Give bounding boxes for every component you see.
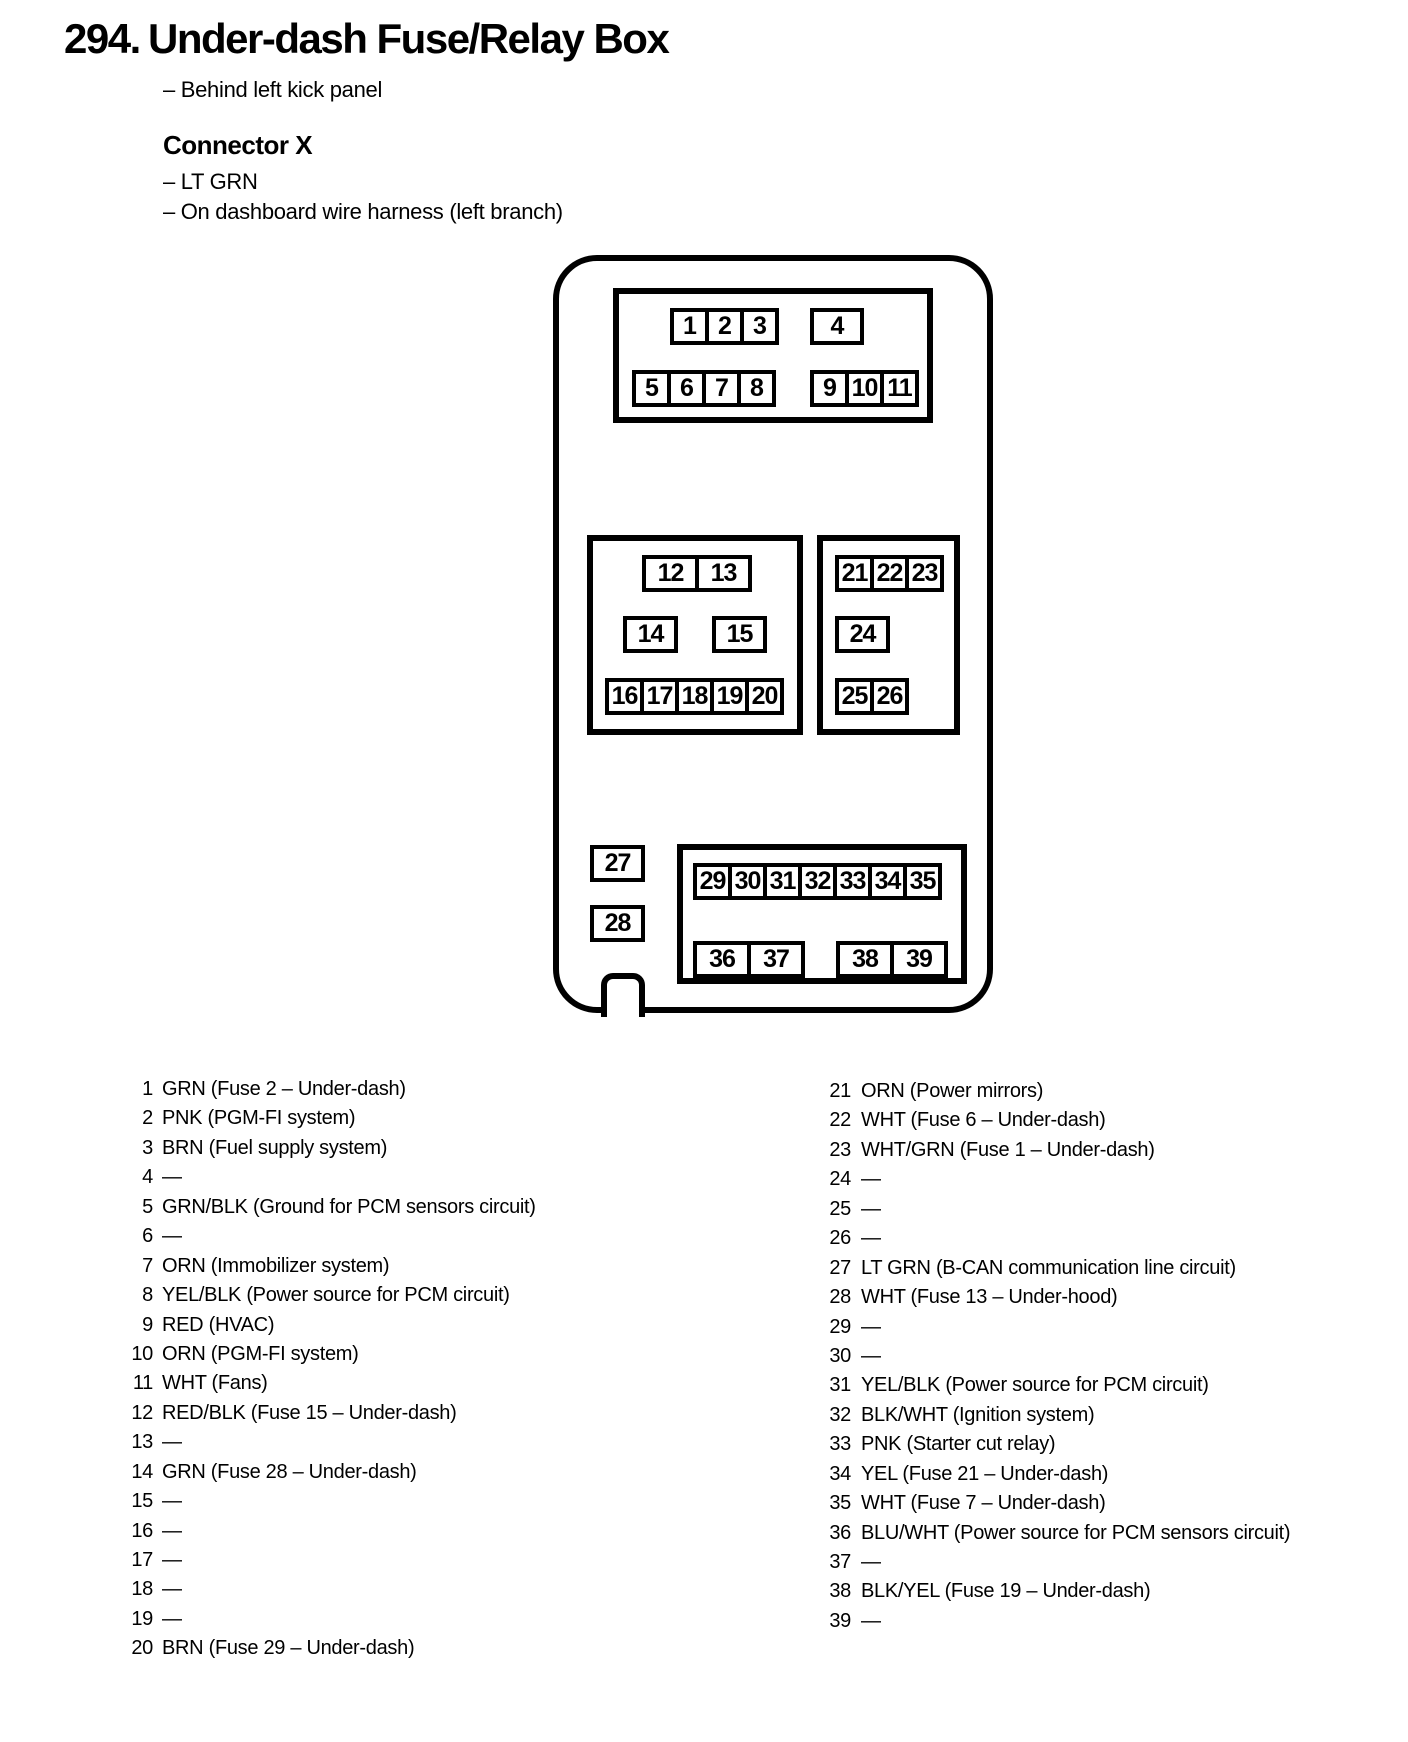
legend-pin-number: 29: [829, 1315, 851, 1338]
pin-row-38-39: [836, 941, 948, 978]
legend-row-30: [818, 1342, 1290, 1371]
pin-group-top: [613, 288, 933, 423]
legend-pin-number: 8: [142, 1284, 153, 1307]
legend-pin-description: GRN (Fuse 28 – Under-dash): [162, 1460, 417, 1483]
legend-pin-number: 16: [131, 1519, 153, 1542]
legend-row-9: [120, 1311, 536, 1340]
legend-row-10: [120, 1340, 536, 1369]
pin-row-21-23: [835, 555, 944, 592]
pin-cell-2: 2: [705, 308, 744, 345]
legend-row-37: [818, 1548, 1290, 1577]
legend-pin-number: 31: [829, 1374, 851, 1397]
legend-row-23: [818, 1136, 1290, 1165]
legend-pin-description: —: [162, 1578, 182, 1601]
legend-pin-number: 9: [142, 1313, 153, 1336]
legend-row-7: [120, 1252, 536, 1281]
pin-cell-8: 8: [737, 370, 776, 407]
legend-pin-description: ORN (Power mirrors): [861, 1080, 1044, 1102]
legend-row-39: [818, 1607, 1290, 1636]
legend-pin-description: —: [861, 1168, 881, 1191]
legend-pin-number: 32: [829, 1403, 851, 1426]
legend-pin-description: BLU/WHT (Power source for PCM sensors circuit): [861, 1521, 1291, 1544]
legend-pin-description: —: [162, 1549, 182, 1571]
pin-cell-27: 27: [590, 845, 645, 882]
legend-pin-description: —: [861, 1551, 881, 1573]
legend-pin-description: —: [861, 1609, 881, 1632]
legend-pin-number: 24: [829, 1168, 851, 1191]
legend-row-14: [120, 1458, 536, 1487]
legend-pin-number: 35: [829, 1492, 851, 1515]
legend-row-5: [120, 1193, 536, 1222]
legend-pin-description: —: [162, 1225, 182, 1248]
page-title: Under-dash Fuse/Relay Box: [148, 15, 669, 62]
legend-pin-number: 1: [142, 1078, 153, 1100]
legend-pin-number: 6: [142, 1225, 153, 1248]
pin-row-25-26: [835, 678, 909, 715]
legend-pin-description: YEL/BLK (Power source for PCM circuit): [162, 1284, 510, 1307]
pin-cell-3: 3: [740, 308, 779, 345]
legend-pin-description: —: [861, 1344, 881, 1367]
legend-pin-number: 18: [131, 1578, 153, 1601]
pin-row-16-20: [605, 678, 784, 715]
legend-row-29: [818, 1313, 1290, 1342]
legend-pin-description: YEL (Fuse 21 – Under-dash): [861, 1462, 1109, 1485]
pin-cell-38: 38: [836, 941, 894, 978]
legend-row-15: [120, 1487, 536, 1516]
legend-row-17: [120, 1546, 536, 1575]
legend-pin-description: RED/BLK (Fuse 15 – Under-dash): [162, 1401, 457, 1424]
legend-pin-description: BLK/YEL (Fuse 19 – Under-dash): [861, 1580, 1151, 1603]
pin-cell-5: 5: [632, 370, 671, 407]
legend-pin-description: —: [162, 1607, 182, 1630]
legend-pin-description: ORN (Immobilizer system): [162, 1254, 390, 1277]
legend-pin-description: GRN (Fuse 2 – Under-dash): [162, 1078, 406, 1100]
legend-pin-description: PNK (PGM-FI system): [162, 1107, 356, 1130]
pin-cell-34: 34: [868, 863, 907, 900]
pin-row-4: [810, 308, 864, 345]
legend-row-34: [818, 1460, 1290, 1489]
legend-column-right: [818, 1077, 1290, 1636]
pin-cell-21: 21: [835, 555, 874, 592]
legend-row-26: [818, 1224, 1290, 1253]
legend-pin-number: 10: [131, 1342, 153, 1365]
legend-row-31: [818, 1371, 1290, 1400]
pin-row-12-13: [642, 555, 752, 592]
legend-pin-description: ORN (PGM-FI system): [162, 1342, 359, 1365]
legend-pin-number: 5: [142, 1195, 153, 1218]
legend-pin-number: 22: [829, 1109, 851, 1132]
pin-cell-16: 16: [605, 678, 644, 715]
legend-column-left: [120, 1075, 536, 1664]
legend-row-13: [120, 1428, 536, 1457]
pin-cell-6: 6: [667, 370, 706, 407]
legend-row-2: [120, 1104, 536, 1133]
legend-pin-number: 4: [142, 1166, 153, 1189]
legend-row-36: [818, 1519, 1290, 1548]
pin-cell-1: 1: [670, 308, 709, 345]
legend-row-25: [818, 1195, 1290, 1224]
section-number: 294.: [64, 15, 140, 62]
pin-cell-36: 36: [693, 941, 751, 978]
connector-note-harness: – On dashboard wire harness (left branch): [163, 199, 563, 224]
legend-pin-description: WHT (Fuse 13 – Under-hood): [861, 1286, 1118, 1309]
legend-pin-number: 14: [131, 1460, 153, 1483]
legend-pin-description: BRN (Fuel supply system): [162, 1136, 388, 1159]
legend-row-3: [120, 1134, 536, 1163]
pin-row-1-3: [670, 308, 779, 345]
legend-pin-number: 21: [829, 1080, 851, 1102]
legend-row-18: [120, 1575, 536, 1604]
legend-row-20: [120, 1634, 536, 1663]
pin-row-29-35: [693, 863, 942, 900]
legend-row-19: [120, 1605, 536, 1634]
legend-row-6: [120, 1222, 536, 1251]
legend-pin-description: —: [861, 1197, 881, 1220]
pin-cell-18: 18: [675, 678, 714, 715]
pin-row-28: [590, 905, 645, 942]
legend-row-32: [818, 1401, 1290, 1430]
pin-cell-33: 33: [833, 863, 872, 900]
legend-pin-number: 23: [829, 1138, 851, 1161]
legend-pin-description: WHT (Fans): [162, 1372, 268, 1395]
pin-row-15: [712, 616, 767, 653]
legend-pin-description: —: [162, 1166, 182, 1189]
pin-row-14: [623, 616, 678, 653]
legend-row-22: [818, 1106, 1290, 1135]
legend-pin-description: PNK (Starter cut relay): [861, 1433, 1056, 1456]
pin-row-5-8: [632, 370, 776, 407]
pin-cell-24: 24: [835, 616, 890, 653]
connector-note-color: – LT GRN: [163, 169, 258, 194]
legend-row-33: [818, 1430, 1290, 1459]
legend-pin-number: 13: [131, 1431, 153, 1454]
legend-pin-description: —: [861, 1315, 881, 1338]
pin-cell-4: 4: [810, 308, 864, 345]
pin-cell-22: 22: [870, 555, 909, 592]
legend-pin-description: GRN/BLK (Ground for PCM sensors circuit): [162, 1195, 536, 1218]
pin-group-mid-right: [817, 535, 960, 735]
legend-pin-description: YEL/BLK (Power source for PCM circuit): [861, 1374, 1209, 1397]
legend-row-28: [818, 1283, 1290, 1312]
legend-pin-number: 39: [829, 1609, 851, 1632]
legend-pin-number: 20: [131, 1637, 153, 1660]
pin-cell-28: 28: [590, 905, 645, 942]
location-note: – Behind left kick panel: [163, 77, 383, 102]
legend-row-24: [818, 1165, 1290, 1194]
legend-pin-description: BRN (Fuse 29 – Under-dash): [162, 1637, 415, 1660]
pin-cell-30: 30: [728, 863, 767, 900]
legend-pin-number: 37: [829, 1551, 851, 1573]
legend-pin-number: 34: [829, 1462, 851, 1485]
legend-pin-number: 28: [829, 1286, 851, 1309]
pin-cell-32: 32: [798, 863, 837, 900]
legend-pin-description: —: [162, 1490, 182, 1513]
legend-row-11: [120, 1369, 536, 1398]
legend-pin-description: —: [162, 1519, 182, 1542]
legend-pin-description: WHT (Fuse 6 – Under-dash): [861, 1109, 1106, 1132]
legend-pin-number: 17: [131, 1549, 153, 1571]
pin-cell-12: 12: [642, 555, 699, 592]
legend-row-35: [818, 1489, 1290, 1518]
pin-cell-19: 19: [710, 678, 749, 715]
pin-cell-9: 9: [810, 370, 849, 407]
pin-row-24: [835, 616, 890, 653]
legend-pin-number: 19: [131, 1607, 153, 1630]
pin-group-bottom: [677, 844, 967, 984]
pin-cell-29: 29: [693, 863, 732, 900]
pin-row-36-37: [693, 941, 805, 978]
pin-cell-26: 26: [870, 678, 909, 715]
pin-cell-25: 25: [835, 678, 874, 715]
legend-pin-number: 33: [829, 1433, 851, 1456]
pin-group-mid-left: [587, 535, 803, 735]
legend-pin-description: —: [861, 1227, 881, 1250]
legend-pin-number: 7: [142, 1254, 153, 1277]
pin-cell-10: 10: [845, 370, 884, 407]
pin-row-27: [590, 845, 645, 882]
pin-cell-15: 15: [712, 616, 767, 653]
legend-row-38: [818, 1577, 1290, 1606]
legend-pin-description: LT GRN (B-CAN communication line circuit): [861, 1256, 1236, 1279]
legend-pin-number: 36: [829, 1521, 851, 1544]
pin-cell-20: 20: [745, 678, 784, 715]
legend-pin-number: 3: [142, 1136, 153, 1159]
legend-pin-description: BLK/WHT (Ignition system): [861, 1403, 1095, 1426]
legend-row-21: [818, 1077, 1290, 1106]
connector-key-notch: [601, 973, 645, 1017]
legend-row-8: [120, 1281, 536, 1310]
pin-cell-11: 11: [880, 370, 919, 407]
pin-cell-39: 39: [890, 941, 948, 978]
pin-row-9-11: [810, 370, 919, 407]
legend-pin-description: RED (HVAC): [162, 1313, 275, 1336]
legend-pin-description: —: [162, 1431, 182, 1454]
legend-pin-number: 11: [132, 1372, 153, 1395]
legend-row-4: [120, 1163, 536, 1192]
legend-pin-number: 2: [142, 1107, 153, 1130]
legend-row-16: [120, 1517, 536, 1546]
connector-outline: [553, 255, 993, 1013]
legend-row-1: [120, 1075, 536, 1104]
legend-pin-number: 30: [829, 1344, 851, 1367]
pin-cell-31: 31: [763, 863, 802, 900]
legend-pin-number: 12: [131, 1401, 153, 1424]
legend-pin-number: 27: [829, 1256, 851, 1279]
legend-pin-description: WHT/GRN (Fuse 1 – Under-dash): [861, 1138, 1155, 1161]
legend-pin-number: 15: [131, 1490, 153, 1513]
pin-cell-17: 17: [640, 678, 679, 715]
pin-cell-13: 13: [695, 555, 752, 592]
pin-cell-14: 14: [623, 616, 678, 653]
pin-cell-35: 35: [903, 863, 942, 900]
legend-row-12: [120, 1399, 536, 1428]
pin-cell-7: 7: [702, 370, 741, 407]
legend-row-27: [818, 1254, 1290, 1283]
legend-pin-number: 38: [829, 1580, 851, 1603]
connector-heading: Connector X: [163, 130, 313, 160]
legend-pin-number: 25: [829, 1197, 851, 1220]
pin-cell-23: 23: [905, 555, 944, 592]
pin-cell-37: 37: [747, 941, 805, 978]
legend-pin-number: 26: [829, 1227, 851, 1250]
legend-pin-description: WHT (Fuse 7 – Under-dash): [861, 1492, 1106, 1515]
